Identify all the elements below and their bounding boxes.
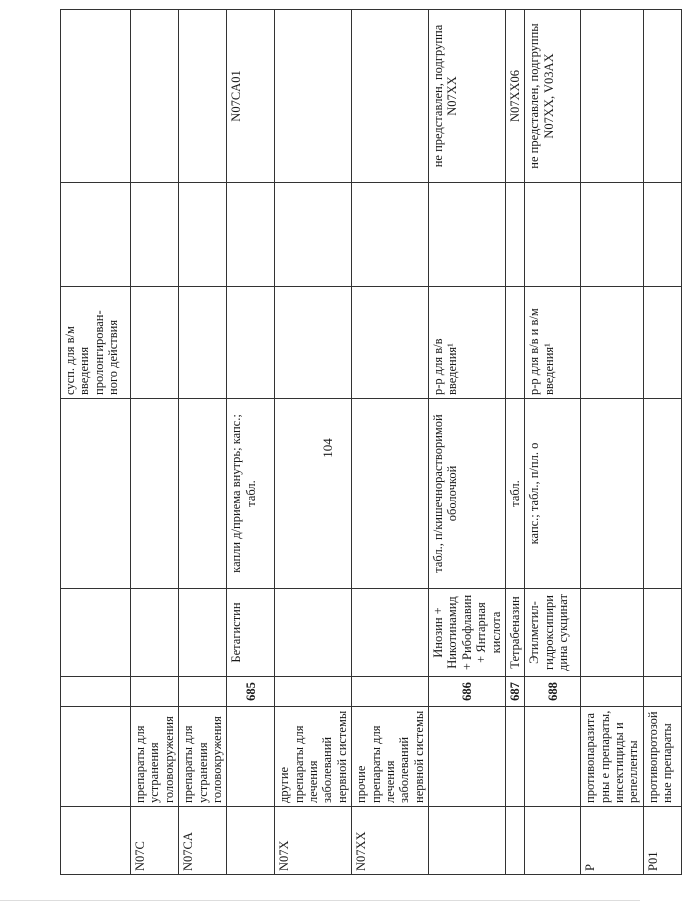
- cell-num: 687: [505, 677, 524, 707]
- table-row: [525, 10, 581, 875]
- rotated-table-wrapper: [60, 10, 675, 875]
- cell-form3: [275, 183, 352, 287]
- cell-note: [581, 10, 644, 183]
- cell-num: [61, 677, 131, 707]
- cell-form3: [179, 183, 227, 287]
- cell-form2: [581, 287, 644, 399]
- table-row: [179, 10, 227, 875]
- cell-form2: [643, 287, 681, 399]
- cell-note: [275, 10, 352, 183]
- cell-group: [429, 707, 506, 807]
- table-row: [61, 10, 131, 875]
- table-row: [352, 10, 429, 875]
- table-row: [275, 10, 352, 875]
- cell-note: [179, 10, 227, 183]
- table-row: [429, 10, 506, 875]
- cell-form1: [179, 399, 227, 589]
- table-row: [643, 10, 681, 875]
- cell-name: [581, 589, 644, 677]
- cell-name: [275, 589, 352, 677]
- cell-code: [61, 807, 131, 875]
- cell-code: P01: [643, 807, 681, 875]
- cell-note: [643, 10, 681, 183]
- cell-note: [352, 10, 429, 183]
- cell-note: не представлен, подгруппа N07XX: [429, 10, 506, 183]
- cell-form3: [131, 183, 179, 287]
- table-row: [505, 10, 524, 875]
- cell-name: Тетрабеназин: [505, 589, 524, 677]
- cell-group: противопаразитарны е препараты, инсектициды и репелленты: [581, 707, 644, 807]
- cell-code: [429, 807, 506, 875]
- cell-form2: сусп. для в/м введения пролонгирован-ного действия: [61, 287, 131, 399]
- cell-name: [179, 589, 227, 677]
- cell-note: N07CA01: [227, 10, 275, 183]
- cell-form2: [131, 287, 179, 399]
- cell-form2: [227, 287, 275, 399]
- cell-group: прочие препараты для лечения заболеваний нервной системы: [352, 707, 429, 807]
- cell-num: 688: [525, 677, 581, 707]
- cell-form2: [352, 287, 429, 399]
- cell-num: [643, 677, 681, 707]
- cell-group: [227, 707, 275, 807]
- cell-form1: [352, 399, 429, 589]
- cell-name: Этилметил-гидроксипиридина сукцинат: [525, 589, 581, 677]
- cell-name: Бетагистин: [227, 589, 275, 677]
- cell-code: [227, 807, 275, 875]
- cell-group: препараты для устранения головокружения: [131, 707, 179, 807]
- cell-form1: капли д/приема внутрь; капс.; табл.: [227, 399, 275, 589]
- cell-num: [352, 677, 429, 707]
- cell-code: N07X: [275, 807, 352, 875]
- cell-num: 685: [227, 677, 275, 707]
- cell-form2: [505, 287, 524, 399]
- cell-form1: табл.: [505, 399, 524, 589]
- cell-code: N07C: [131, 807, 179, 875]
- cell-num: [581, 677, 644, 707]
- cell-form1: [61, 399, 131, 589]
- page-number: 104: [319, 438, 335, 458]
- cell-code: [525, 807, 581, 875]
- cell-form3: [505, 183, 524, 287]
- cell-name: [352, 589, 429, 677]
- cell-form3: [581, 183, 644, 287]
- cell-form3: [352, 183, 429, 287]
- cell-form3: [61, 183, 131, 287]
- cell-form2: [275, 287, 352, 399]
- cell-form1: [581, 399, 644, 589]
- page-edge: [0, 900, 640, 901]
- table-row: [227, 10, 275, 875]
- table-row: [581, 10, 644, 875]
- cell-group: противопротозойные препараты: [643, 707, 681, 807]
- drug-table: [60, 9, 682, 875]
- cell-name: [131, 589, 179, 677]
- cell-form3: [227, 183, 275, 287]
- cell-group: [61, 707, 131, 807]
- cell-form3: [525, 183, 581, 287]
- cell-name: [61, 589, 131, 677]
- table-row: [131, 10, 179, 875]
- cell-form1: табл., п/кишечнорастворимой оболочкой: [429, 399, 506, 589]
- cell-name: [643, 589, 681, 677]
- cell-group: другие препараты для лечения заболеваний нервной системы: [275, 707, 352, 807]
- cell-form1: капс.; табл., п/пл. о: [525, 399, 581, 589]
- cell-note: не представлен, подгруппы N07XX, V03AX: [525, 10, 581, 183]
- cell-code: [505, 807, 524, 875]
- cell-code: N07XX: [352, 807, 429, 875]
- cell-form2: р-р для в/в введения¹: [429, 287, 506, 399]
- cell-group: [525, 707, 581, 807]
- cell-form3: [429, 183, 506, 287]
- cell-form3: [643, 183, 681, 287]
- cell-num: 686: [429, 677, 506, 707]
- cell-form1: [275, 399, 352, 589]
- cell-code: P: [581, 807, 644, 875]
- cell-group: препараты для устранения головокружения: [179, 707, 227, 807]
- cell-name: Инозин + Никотинамид + Рибофлавин + Янтарная кислота: [429, 589, 506, 677]
- cell-code: N07CA: [179, 807, 227, 875]
- cell-form1: [643, 399, 681, 589]
- cell-form1: [131, 399, 179, 589]
- cell-note: [61, 10, 131, 183]
- cell-num: [179, 677, 227, 707]
- cell-note: N07XX06: [505, 10, 524, 183]
- cell-num: [131, 677, 179, 707]
- cell-group: [505, 707, 524, 807]
- cell-note: [131, 10, 179, 183]
- cell-num: [275, 677, 352, 707]
- cell-form2: р-р для в/в и в/м введения¹: [525, 287, 581, 399]
- cell-form2: [179, 287, 227, 399]
